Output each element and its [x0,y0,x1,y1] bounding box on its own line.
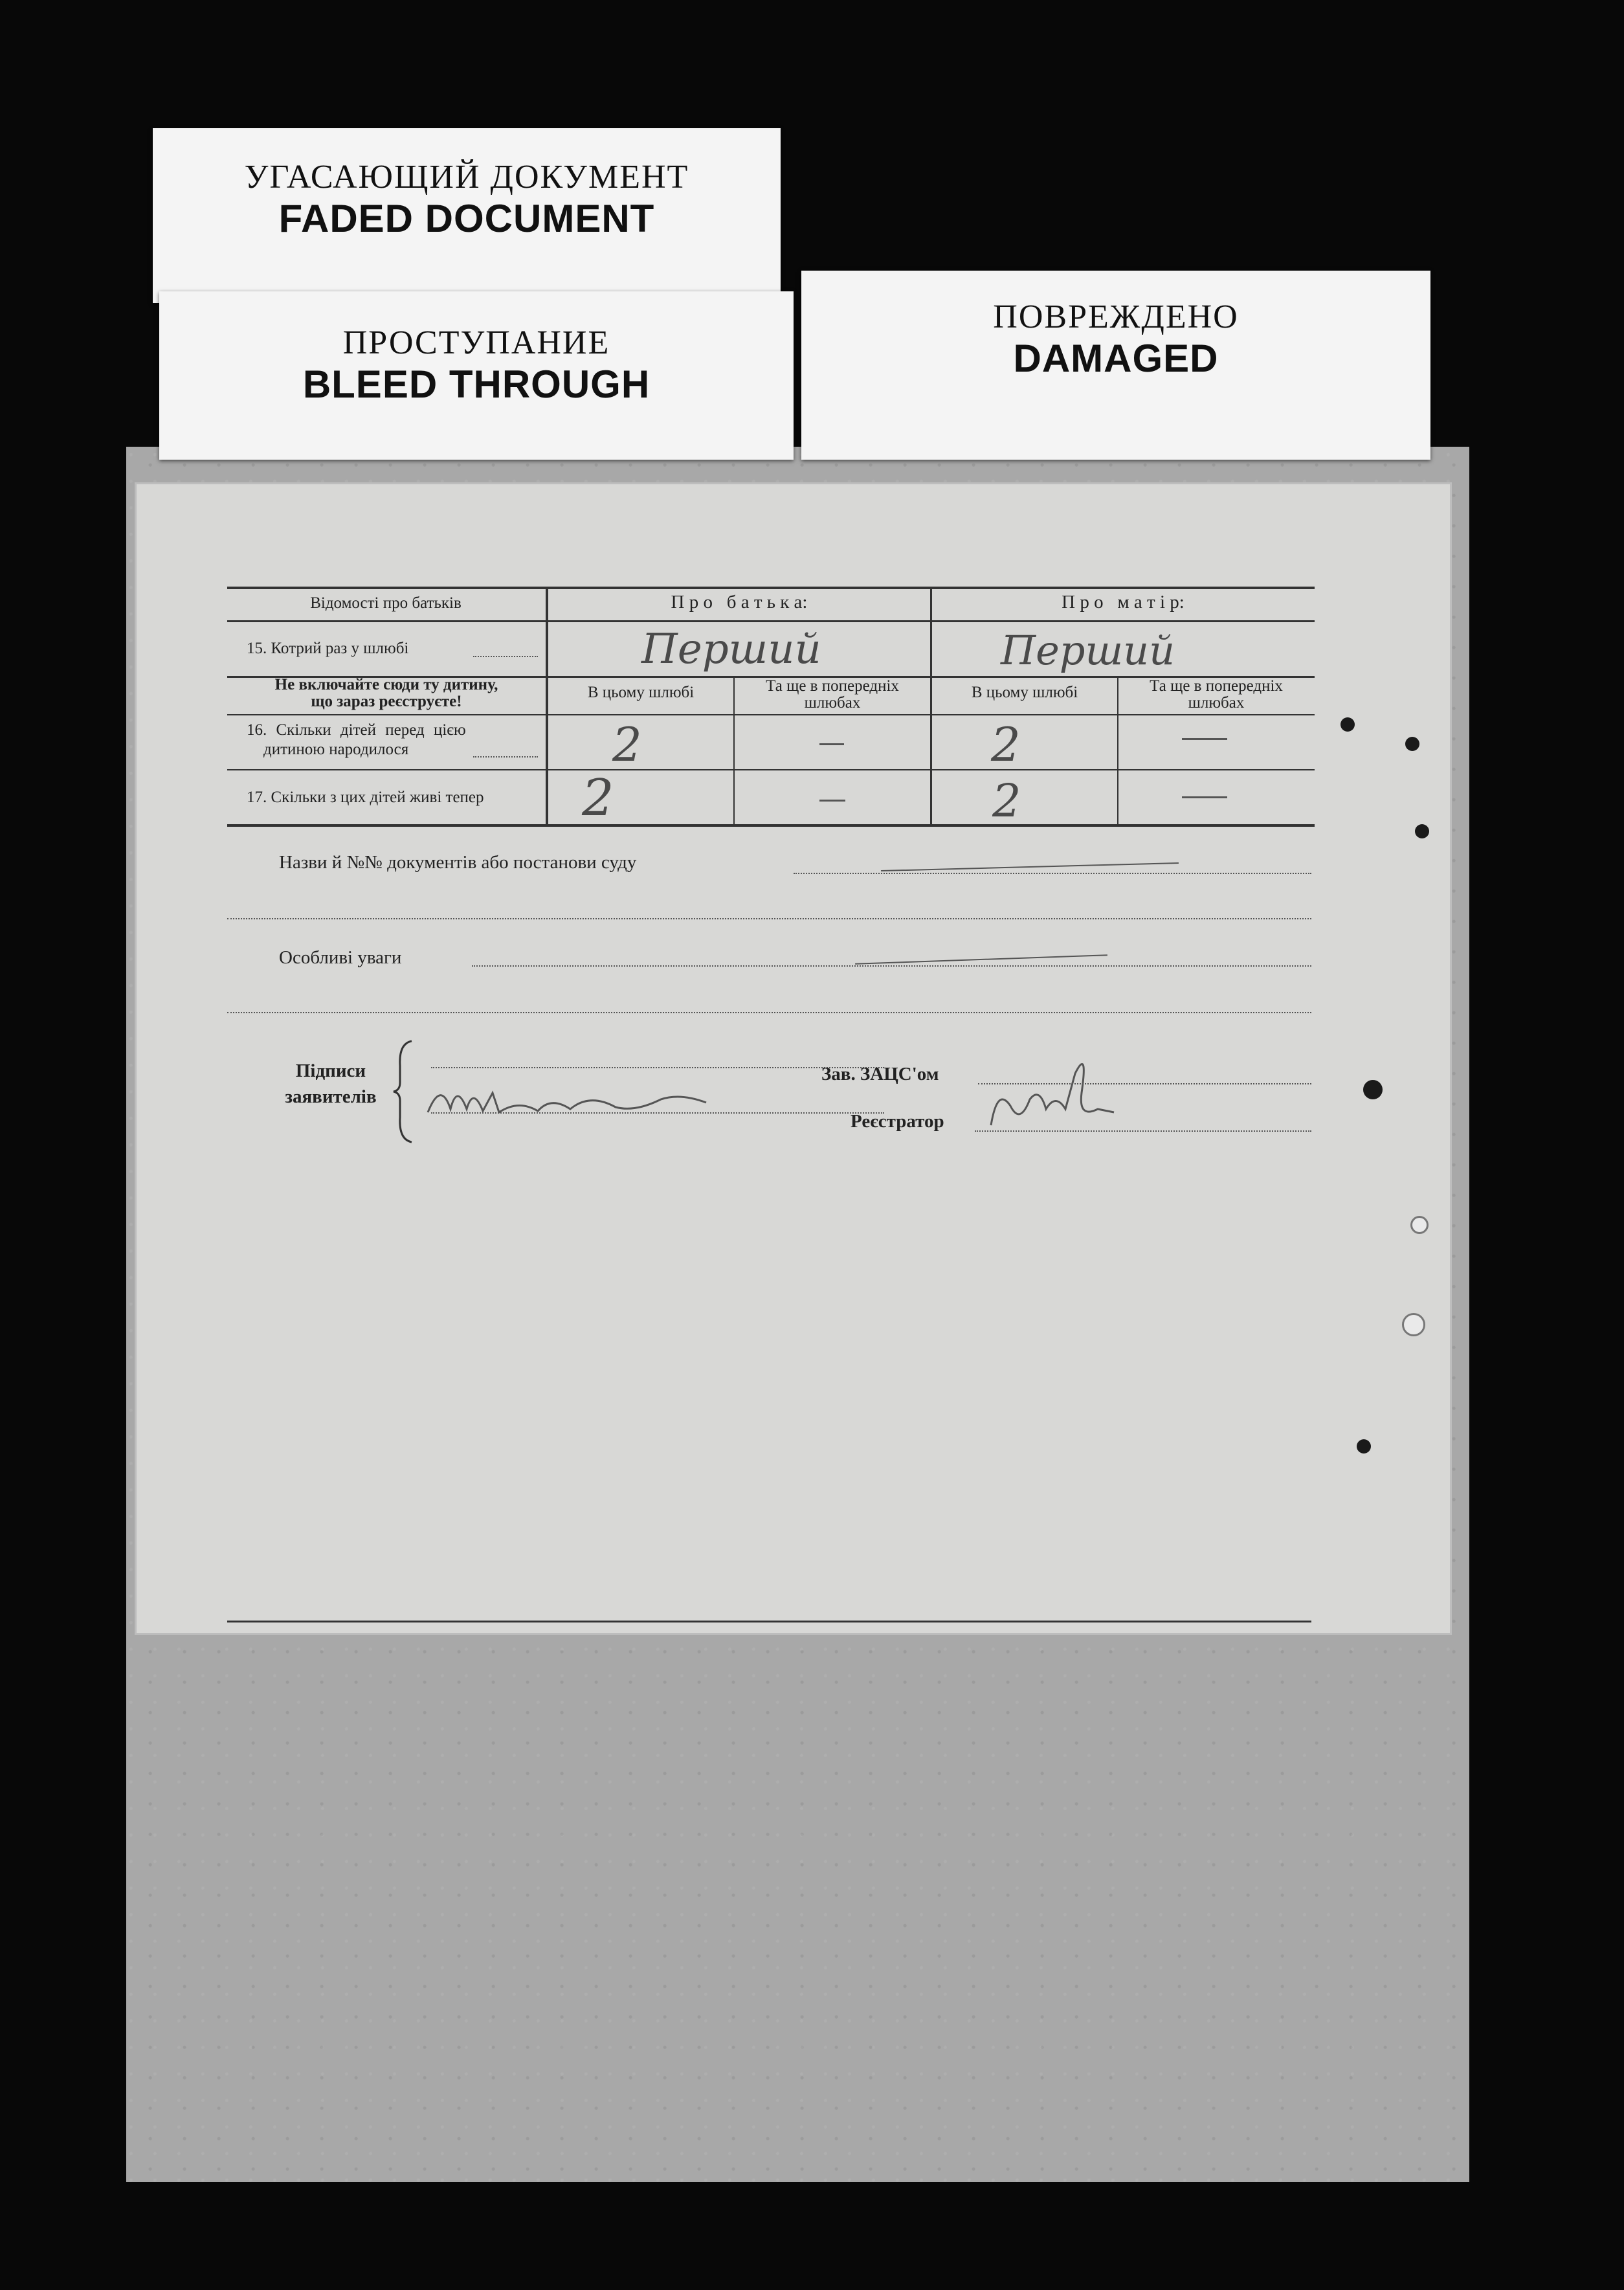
row16-label-line2: дитиною народилося [263,741,409,758]
applicants-signature-line-1 [431,1067,884,1068]
faded-document-label [153,128,781,303]
table-top-border [227,587,1315,589]
table-row16-border [227,769,1315,770]
registrar-signature-scribble [984,1048,1153,1138]
documents-label: Назви й №№ документів або постанови суду [279,852,637,873]
head-zags-label: Зав. ЗАЦС'ом [821,1064,939,1084]
punch-hole [1405,737,1419,751]
table-col-divider [930,587,932,826]
row16-father-prev-dash [819,743,844,745]
row16-mother-prev-dash [1182,738,1227,740]
mother-prev-marriages-header-1: Та ще в попередніх [1150,677,1283,695]
row15-label: 15. Котрий раз у шлюбі [247,640,409,657]
bleed-label-ru: ПРОСТУПАНИЕ [342,324,610,361]
row15-leader [473,656,538,657]
faded-label-ru: УГАСАЮЩИЙ ДОКУМЕНТ [244,159,689,196]
faded-label-en: FADED DOCUMENT [278,197,655,240]
row17-mother-this: 2 [992,774,1021,827]
punch-hole [1402,1313,1425,1336]
row16-father-this: 2 [612,717,642,772]
row16-mother-this: 2 [991,717,1021,772]
remarks-dash [855,954,1107,965]
form-sheet [135,482,1452,1635]
row15-father-value: Перший [641,625,821,673]
mother-this-marriage-header: В цьому шлюбі [971,684,1078,701]
damaged-label-en: DAMAGED [1013,337,1219,380]
row17-mother-prev-dash [1182,796,1227,798]
applicants-brace [392,1040,418,1143]
row17-father-this: 2 [582,769,614,827]
table-header-border [227,620,1315,622]
punch-hole [1363,1080,1383,1099]
damaged-label [801,271,1430,460]
header-mother: П р о м а т і р: [1062,592,1185,612]
row17-father-prev-dash [819,800,845,802]
father-prev-marriages-header-2: шлюбах [804,694,861,712]
registrar-label: Реєстратор [851,1111,944,1132]
table-bottom-border [227,824,1315,827]
row15-mother-value: Перший [1001,627,1175,674]
documents-line-2 [227,918,1311,919]
punch-hole [1410,1216,1429,1234]
remarks-label: Особливі уваги [279,947,402,968]
table-col-divider [546,587,548,826]
remarks-line [472,965,1311,967]
applicants-signatures-label-2: заявителів [285,1086,377,1107]
header-father: П р о б а т ь к а: [671,592,808,612]
documents-line [794,873,1311,874]
bleed-label-en: BLEED THROUGH [302,363,651,406]
bleed-through-label [159,291,794,460]
punch-hole [1415,824,1429,838]
documents-dash [881,862,1179,871]
table-note-border [227,714,1315,715]
header-parents-info: Відомості про батьків [310,594,462,612]
remarks-line-2 [227,1012,1311,1013]
note-line1: Не включайте сюди ту дитину, [274,676,498,693]
father-this-marriage-header: В цьому шлюбі [587,684,695,701]
note-line2: що зараз реєструєте! [311,693,462,710]
father-prev-marriages-header-1: Та ще в попередніх [766,677,899,695]
row17-label: 17. Скільки з цих дітей живі тепер [247,789,484,806]
applicants-signatures-label-1: Підписи [295,1061,366,1081]
row16-label-line1: 16. Скільки дітей перед цією [247,721,466,739]
punch-hole [1340,717,1355,732]
damaged-label-ru: ПОВРЕЖДЕНО [993,298,1239,335]
form-bottom-rule [227,1621,1311,1622]
row16-leader [473,756,538,758]
applicant-signature-scribble [421,1073,719,1125]
mother-prev-marriages-header-2: шлюбах [1188,694,1245,712]
punch-hole [1357,1439,1371,1454]
